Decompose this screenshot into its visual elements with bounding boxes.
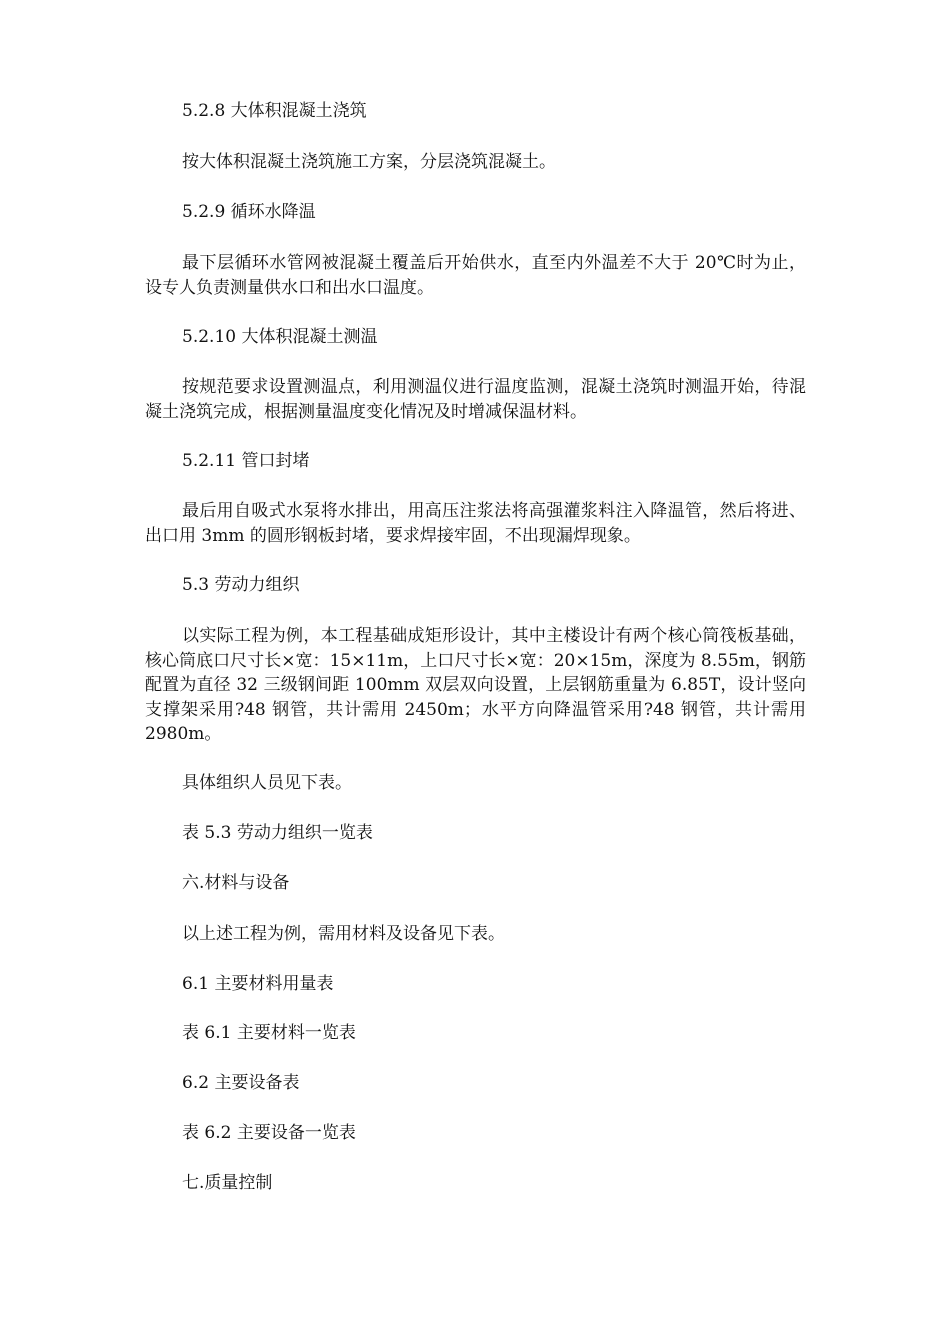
table-caption-6-2: 表 6.2 主要设备一览表 (182, 1123, 356, 1143)
section-heading-7: 七.质量控制 (182, 1173, 273, 1193)
section-heading-5-2-11: 5.2.11 管口封堵 (182, 451, 310, 471)
paragraph-labor-organization: 以实际工程为例，本工程基础成矩形设计，其中主楼设计有两个核心筒筏板基础，核心筒底口尺寸长×宽：15×11m，上口尺寸长×宽：20×15m，深度为 8.55m，钢筋配置为直径 32 三级钢间距 100mm 双层双向设置，上层钢筋重量为 6.85T，设计竖向支撑架采用?48 钢管，共计需用 2450m；水平方向降温管采用?48 钢管，共计需用 2980m。 (145, 626, 806, 744)
section-heading-6-2: 6.2 主要设备表 (182, 1073, 300, 1093)
section-heading-6: 六.材料与设备 (182, 873, 290, 893)
paragraph-materials-intro: 以上述工程为例，需用材料及设备见下表。 (182, 924, 505, 944)
paragraph-temperature-measurement: 按规范要求设置测温点，利用测温仪进行温度监测，混凝土浇筑时测温开始，待混凝土浇筑完成，根据测量温度变化情况及时增减保温材料。 (145, 377, 806, 422)
paragraph-pipe-sealing: 最后用自吸式水泵将水排出，用高压注浆法将高强灌浆料注入降温管，然后将进、出口用 3mm 的圆形钢板封堵，要求焊接牢固，不出现漏焊现象。 (145, 501, 806, 546)
paragraph-personnel-note: 具体组织人员见下表。 (182, 773, 352, 793)
paragraph-water-cooling: 最下层循环水管网被混凝土覆盖后开始供水，直至内外温差不大于 20℃时为止，设专人负责测量供水口和出水口温度。 (145, 253, 806, 298)
section-heading-5-2-8: 5.2.8 大体积混凝土浇筑 (182, 101, 367, 121)
section-heading-5-2-9: 5.2.9 循环水降温 (182, 202, 316, 222)
section-heading-5-3: 5.3 劳动力组织 (182, 575, 300, 595)
paragraph-concrete-pouring: 按大体积混凝土浇筑施工方案，分层浇筑混凝土。 (182, 152, 556, 172)
table-caption-5-3: 表 5.3 劳动力组织一览表 (182, 823, 373, 843)
section-heading-5-2-10: 5.2.10 大体积混凝土测温 (182, 327, 378, 347)
section-heading-6-1: 6.1 主要材料用量表 (182, 974, 334, 994)
table-caption-6-1: 表 6.1 主要材料一览表 (182, 1023, 356, 1043)
